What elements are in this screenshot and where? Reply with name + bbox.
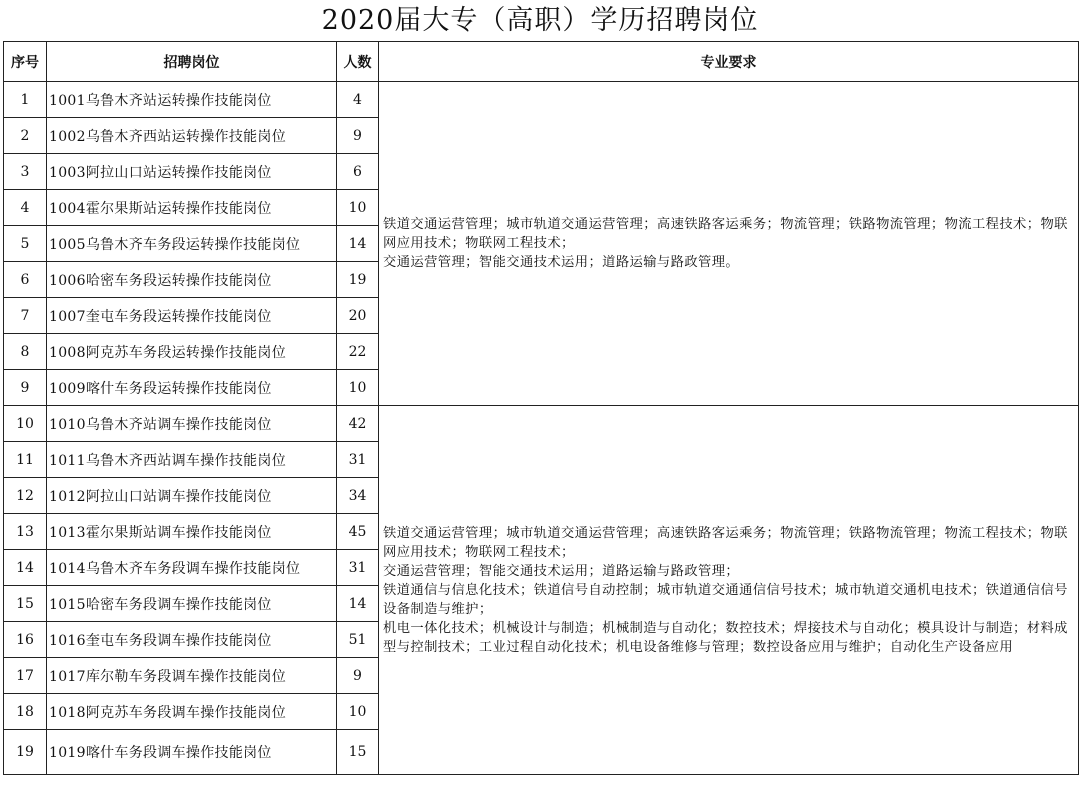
table-row <box>4 406 1079 442</box>
row-seq: 15 <box>4 586 47 622</box>
row-seq: 1 <box>4 82 47 118</box>
row-count: 22 <box>337 334 379 370</box>
requirements-group-1 <box>379 82 1079 406</box>
row-count: 10 <box>337 694 379 730</box>
row-position: 1007奎屯车务段运转操作技能岗位 <box>47 298 337 334</box>
row-seq: 10 <box>4 406 47 442</box>
row-position: 1002乌鲁木齐西站运转操作技能岗位 <box>47 118 337 154</box>
row-count: 51 <box>337 622 379 658</box>
header-count: 人数 <box>337 42 379 82</box>
row-count: 9 <box>337 658 379 694</box>
row-position: 1019喀什车务段调车操作技能岗位 <box>47 730 337 775</box>
row-position: 1001乌鲁木齐站运转操作技能岗位 <box>47 82 337 118</box>
row-count: 10 <box>337 190 379 226</box>
row-position: 1008阿克苏车务段运转操作技能岗位 <box>47 334 337 370</box>
row-count: 6 <box>337 154 379 190</box>
row-seq: 13 <box>4 514 47 550</box>
row-count: 4 <box>337 82 379 118</box>
row-position: 1009喀什车务段运转操作技能岗位 <box>47 370 337 406</box>
row-position: 1018阿克苏车务段调车操作技能岗位 <box>47 694 337 730</box>
row-count: 14 <box>337 226 379 262</box>
row-count: 9 <box>337 118 379 154</box>
requirement-line: 铁道交通运营管理；城市轨道交通运营管理；高速铁路客运乘务；物流管理；铁路物流管理；物流工程技术；物联网应用技术；物联网工程技术； <box>383 525 1068 560</box>
table-header-row <box>4 42 1079 82</box>
row-seq: 18 <box>4 694 47 730</box>
row-count: 31 <box>337 550 379 586</box>
header-seq: 序号 <box>4 42 47 82</box>
row-seq: 19 <box>4 730 47 775</box>
recruitment-table <box>3 41 1079 775</box>
row-seq: 14 <box>4 550 47 586</box>
row-seq: 5 <box>4 226 47 262</box>
row-count: 14 <box>337 586 379 622</box>
requirement-line: 交通运营管理；智能交通技术运用；道路运输与路政管理。 <box>383 255 740 270</box>
row-position: 1011乌鲁木齐西站调车操作技能岗位 <box>47 442 337 478</box>
requirements-group-2 <box>379 406 1079 775</box>
row-position: 1015哈密车务段调车操作技能岗位 <box>47 586 337 622</box>
row-position: 1006哈密车务段运转操作技能岗位 <box>47 262 337 298</box>
requirement-line: 铁道交通运营管理；城市轨道交通运营管理；高速铁路客运乘务；物流管理；铁路物流管理；物流工程技术；物联网应用技术；物联网工程技术； <box>383 217 1068 251</box>
row-seq: 8 <box>4 334 47 370</box>
header-position: 招聘岗位 <box>47 42 337 82</box>
row-count: 45 <box>337 514 379 550</box>
row-count: 31 <box>337 442 379 478</box>
row-count: 19 <box>337 262 379 298</box>
row-seq: 17 <box>4 658 47 694</box>
row-seq: 3 <box>4 154 47 190</box>
header-requirements: 专业要求 <box>379 42 1079 82</box>
row-seq: 11 <box>4 442 47 478</box>
row-count: 15 <box>337 730 379 775</box>
row-seq: 6 <box>4 262 47 298</box>
row-count: 10 <box>337 370 379 406</box>
row-seq: 4 <box>4 190 47 226</box>
row-position: 1004霍尔果斯站运转操作技能岗位 <box>47 190 337 226</box>
table-row <box>4 82 1079 118</box>
requirement-line: 铁道通信与信息化技术；铁道信号自动控制；城市轨道交通通信信号技术；城市轨道交通机电技术；铁道通信信号设备制造与维护； <box>383 582 1068 617</box>
row-position: 1017库尔勒车务段调车操作技能岗位 <box>47 658 337 694</box>
requirement-line: 机电一体化技术；机械设计与制造；机械制造与自动化；数控技术；焊接技术与自动化；模具设计与制造；材料成型与控制技术；工业过程自动化技术；机电设备维修与管理；数控设备应用与维护；自动化生产设备应用 <box>383 620 1068 655</box>
page-title: 2020届大专（高职）学历招聘岗位 <box>321 5 759 36</box>
row-count: 34 <box>337 478 379 514</box>
row-count: 20 <box>337 298 379 334</box>
requirement-line: 交通运营管理；智能交通技术运用；道路运输与路政管理； <box>383 563 740 579</box>
row-seq: 12 <box>4 478 47 514</box>
row-seq: 7 <box>4 298 47 334</box>
row-position: 1016奎屯车务段调车操作技能岗位 <box>47 622 337 658</box>
row-position: 1013霍尔果斯站调车操作技能岗位 <box>47 514 337 550</box>
row-seq: 2 <box>4 118 47 154</box>
row-position: 1010乌鲁木齐站调车操作技能岗位 <box>47 406 337 442</box>
row-position: 1003阿拉山口站运转操作技能岗位 <box>47 154 337 190</box>
row-seq: 16 <box>4 622 47 658</box>
row-position: 1005乌鲁木齐车务段运转操作技能岗位 <box>47 226 337 262</box>
row-seq: 9 <box>4 370 47 406</box>
row-position: 1014乌鲁木齐车务段调车操作技能岗位 <box>47 550 337 586</box>
row-position: 1012阿拉山口站调车操作技能岗位 <box>47 478 337 514</box>
row-count: 42 <box>337 406 379 442</box>
